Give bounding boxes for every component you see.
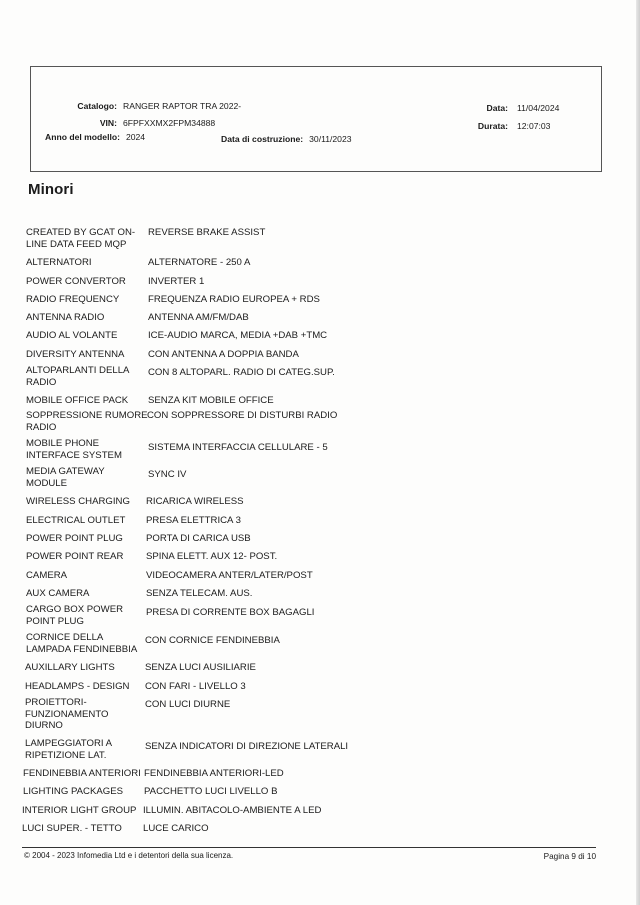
option-value: FENDINEBBIA ANTERIORI-LED bbox=[144, 768, 284, 779]
option-key: AUX CAMERA bbox=[26, 588, 90, 599]
page-edge bbox=[636, 0, 640, 905]
option-key: POWER CONVERTOR bbox=[26, 276, 126, 287]
option-key: AUDIO AL VOLANTE bbox=[26, 330, 118, 341]
option-value: LUCE CARICO bbox=[143, 823, 209, 834]
option-value: PACCHETTO LUCI LIVELLO B bbox=[144, 786, 278, 797]
catalogo-label: Catalogo: bbox=[77, 101, 117, 111]
anno-value: 2024 bbox=[125, 132, 146, 142]
option-value: PRESA DI CORRENTE BOX BAGAGLI bbox=[146, 607, 315, 618]
option-key: CREATED BY GCAT ON-LINE DATA FEED MQP bbox=[26, 227, 136, 250]
option-value: SISTEMA INTERFACCIA CELLULARE - 5 bbox=[148, 442, 328, 453]
data-label: Data: bbox=[486, 103, 508, 113]
option-value: VIDEOCAMERA ANTER/LATER/POST bbox=[146, 570, 313, 581]
footer-divider bbox=[22, 847, 596, 848]
option-value: PORTA DI CARICA USB bbox=[146, 533, 251, 544]
vin-label: VIN: bbox=[99, 118, 117, 128]
option-value: INVERTER 1 bbox=[148, 276, 205, 287]
option-key: PROIETTORI-FUNZIONAMENTO DIURNO bbox=[25, 697, 109, 731]
option-value: REVERSE BRAKE ASSIST bbox=[148, 227, 266, 238]
option-key: CARGO BOX POWER POINT PLUG bbox=[26, 604, 124, 627]
costruzione-value: 30/11/2023 bbox=[309, 134, 352, 144]
option-value: SENZA LUCI AUSILIARIE bbox=[145, 662, 256, 673]
option-key: WIRELESS CHARGING bbox=[26, 496, 130, 507]
option-value: SPINA ELETT. AUX 12- POST. bbox=[146, 551, 278, 562]
catalogo-row bbox=[51, 101, 241, 111]
data-value: 11/04/2024 bbox=[517, 103, 560, 113]
option-key: HEADLAMPS - DESIGN bbox=[25, 681, 130, 692]
option-key: MOBILE OFFICE PACK bbox=[26, 395, 129, 406]
option-key: CAMERA bbox=[26, 570, 68, 581]
catalogo-value: RANGER RAPTOR TRA 2022- bbox=[123, 101, 242, 111]
option-key: LAMPEGGIATORI A RIPETIZIONE LAT. bbox=[25, 738, 112, 761]
option-key: ANTENNA RADIO bbox=[26, 312, 105, 323]
option-value: CON FARI - LIVELLO 3 bbox=[145, 681, 246, 692]
anno-row bbox=[45, 132, 145, 142]
costruzione-label: Data di costruzione: bbox=[221, 134, 304, 144]
vin-value: 6FPFXXMX2FPM34888 bbox=[123, 118, 216, 128]
option-value: PRESA ELETTRICA 3 bbox=[146, 515, 241, 526]
option-key: SOPPRESSIONE RUMORE RADIO bbox=[26, 410, 148, 433]
option-value: CON ANTENNA A DOPPIA BANDA bbox=[148, 349, 299, 360]
option-value: ANTENNA AM/FM/DAB bbox=[148, 312, 249, 323]
data-row bbox=[471, 103, 559, 113]
footer-page-number: Pagina 9 di 10 bbox=[543, 852, 596, 861]
option-key: ELECTRICAL OUTLET bbox=[26, 515, 126, 526]
option-value: CON LUCI DIURNE bbox=[145, 699, 231, 710]
footer-copyright: © 2004 - 2023 Infomedia Ltd e i detentori della sua licenza. bbox=[24, 851, 234, 860]
option-value: CON 8 ALTOPARL. RADIO DI CATEG.SUP. bbox=[148, 367, 335, 378]
option-key: INTERIOR LIGHT GROUP bbox=[22, 805, 137, 816]
section-title: Minori bbox=[28, 181, 74, 198]
option-key: POWER POINT PLUG bbox=[26, 533, 123, 544]
vin-row bbox=[51, 118, 215, 128]
option-value: SYNC IV bbox=[148, 469, 187, 480]
option-key: ALTERNATORI bbox=[26, 257, 92, 268]
option-key: POWER POINT REAR bbox=[26, 551, 124, 562]
option-value: SENZA TELECAM. AUS. bbox=[146, 588, 253, 599]
option-key: MEDIA GATEWAY MODULE bbox=[26, 466, 105, 489]
option-key: RADIO FREQUENCY bbox=[26, 294, 120, 305]
option-value: FREQUENZA RADIO EUROPEA + RDS bbox=[148, 294, 320, 305]
option-key: FENDINEBBIA ANTERIORI bbox=[23, 768, 141, 779]
option-value: ALTERNATORE - 250 A bbox=[148, 257, 251, 268]
option-key: LUCI SUPER. - TETTO bbox=[22, 823, 122, 834]
costruzione-row bbox=[221, 134, 352, 144]
option-key: MOBILE PHONE INTERFACE SYSTEM bbox=[26, 438, 122, 461]
durata-label: Durata: bbox=[477, 121, 508, 131]
option-key: DIVERSITY ANTENNA bbox=[26, 349, 125, 360]
anno-label: Anno del modello: bbox=[45, 132, 120, 142]
option-value: CON SOPPRESSORE DI DISTURBI RADIO bbox=[147, 410, 338, 421]
durata-row bbox=[471, 121, 550, 131]
option-key: LIGHTING PACKAGES bbox=[23, 786, 124, 797]
option-value: CON CORNICE FENDINEBBIA bbox=[145, 635, 280, 646]
option-value: ILLUMIN. ABITACOLO-AMBIENTE A LED bbox=[143, 805, 322, 816]
option-key: CORNICE DELLA LAMPADA FENDINEBBIA bbox=[26, 632, 138, 655]
document-header bbox=[30, 66, 602, 172]
option-value: RICARICA WIRELESS bbox=[146, 496, 244, 507]
option-key: AUXILLARY LIGHTS bbox=[25, 662, 115, 673]
option-value: SENZA INDICATORI DI DIREZIONE LATERALI bbox=[145, 741, 349, 752]
option-value: ICE-AUDIO MARCA, MEDIA +DAB +TMC bbox=[148, 330, 328, 341]
option-value: SENZA KIT MOBILE OFFICE bbox=[148, 395, 274, 406]
option-key: ALTOPARLANTI DELLA RADIO bbox=[26, 365, 129, 388]
durata-value: 12:07:03 bbox=[517, 121, 551, 131]
